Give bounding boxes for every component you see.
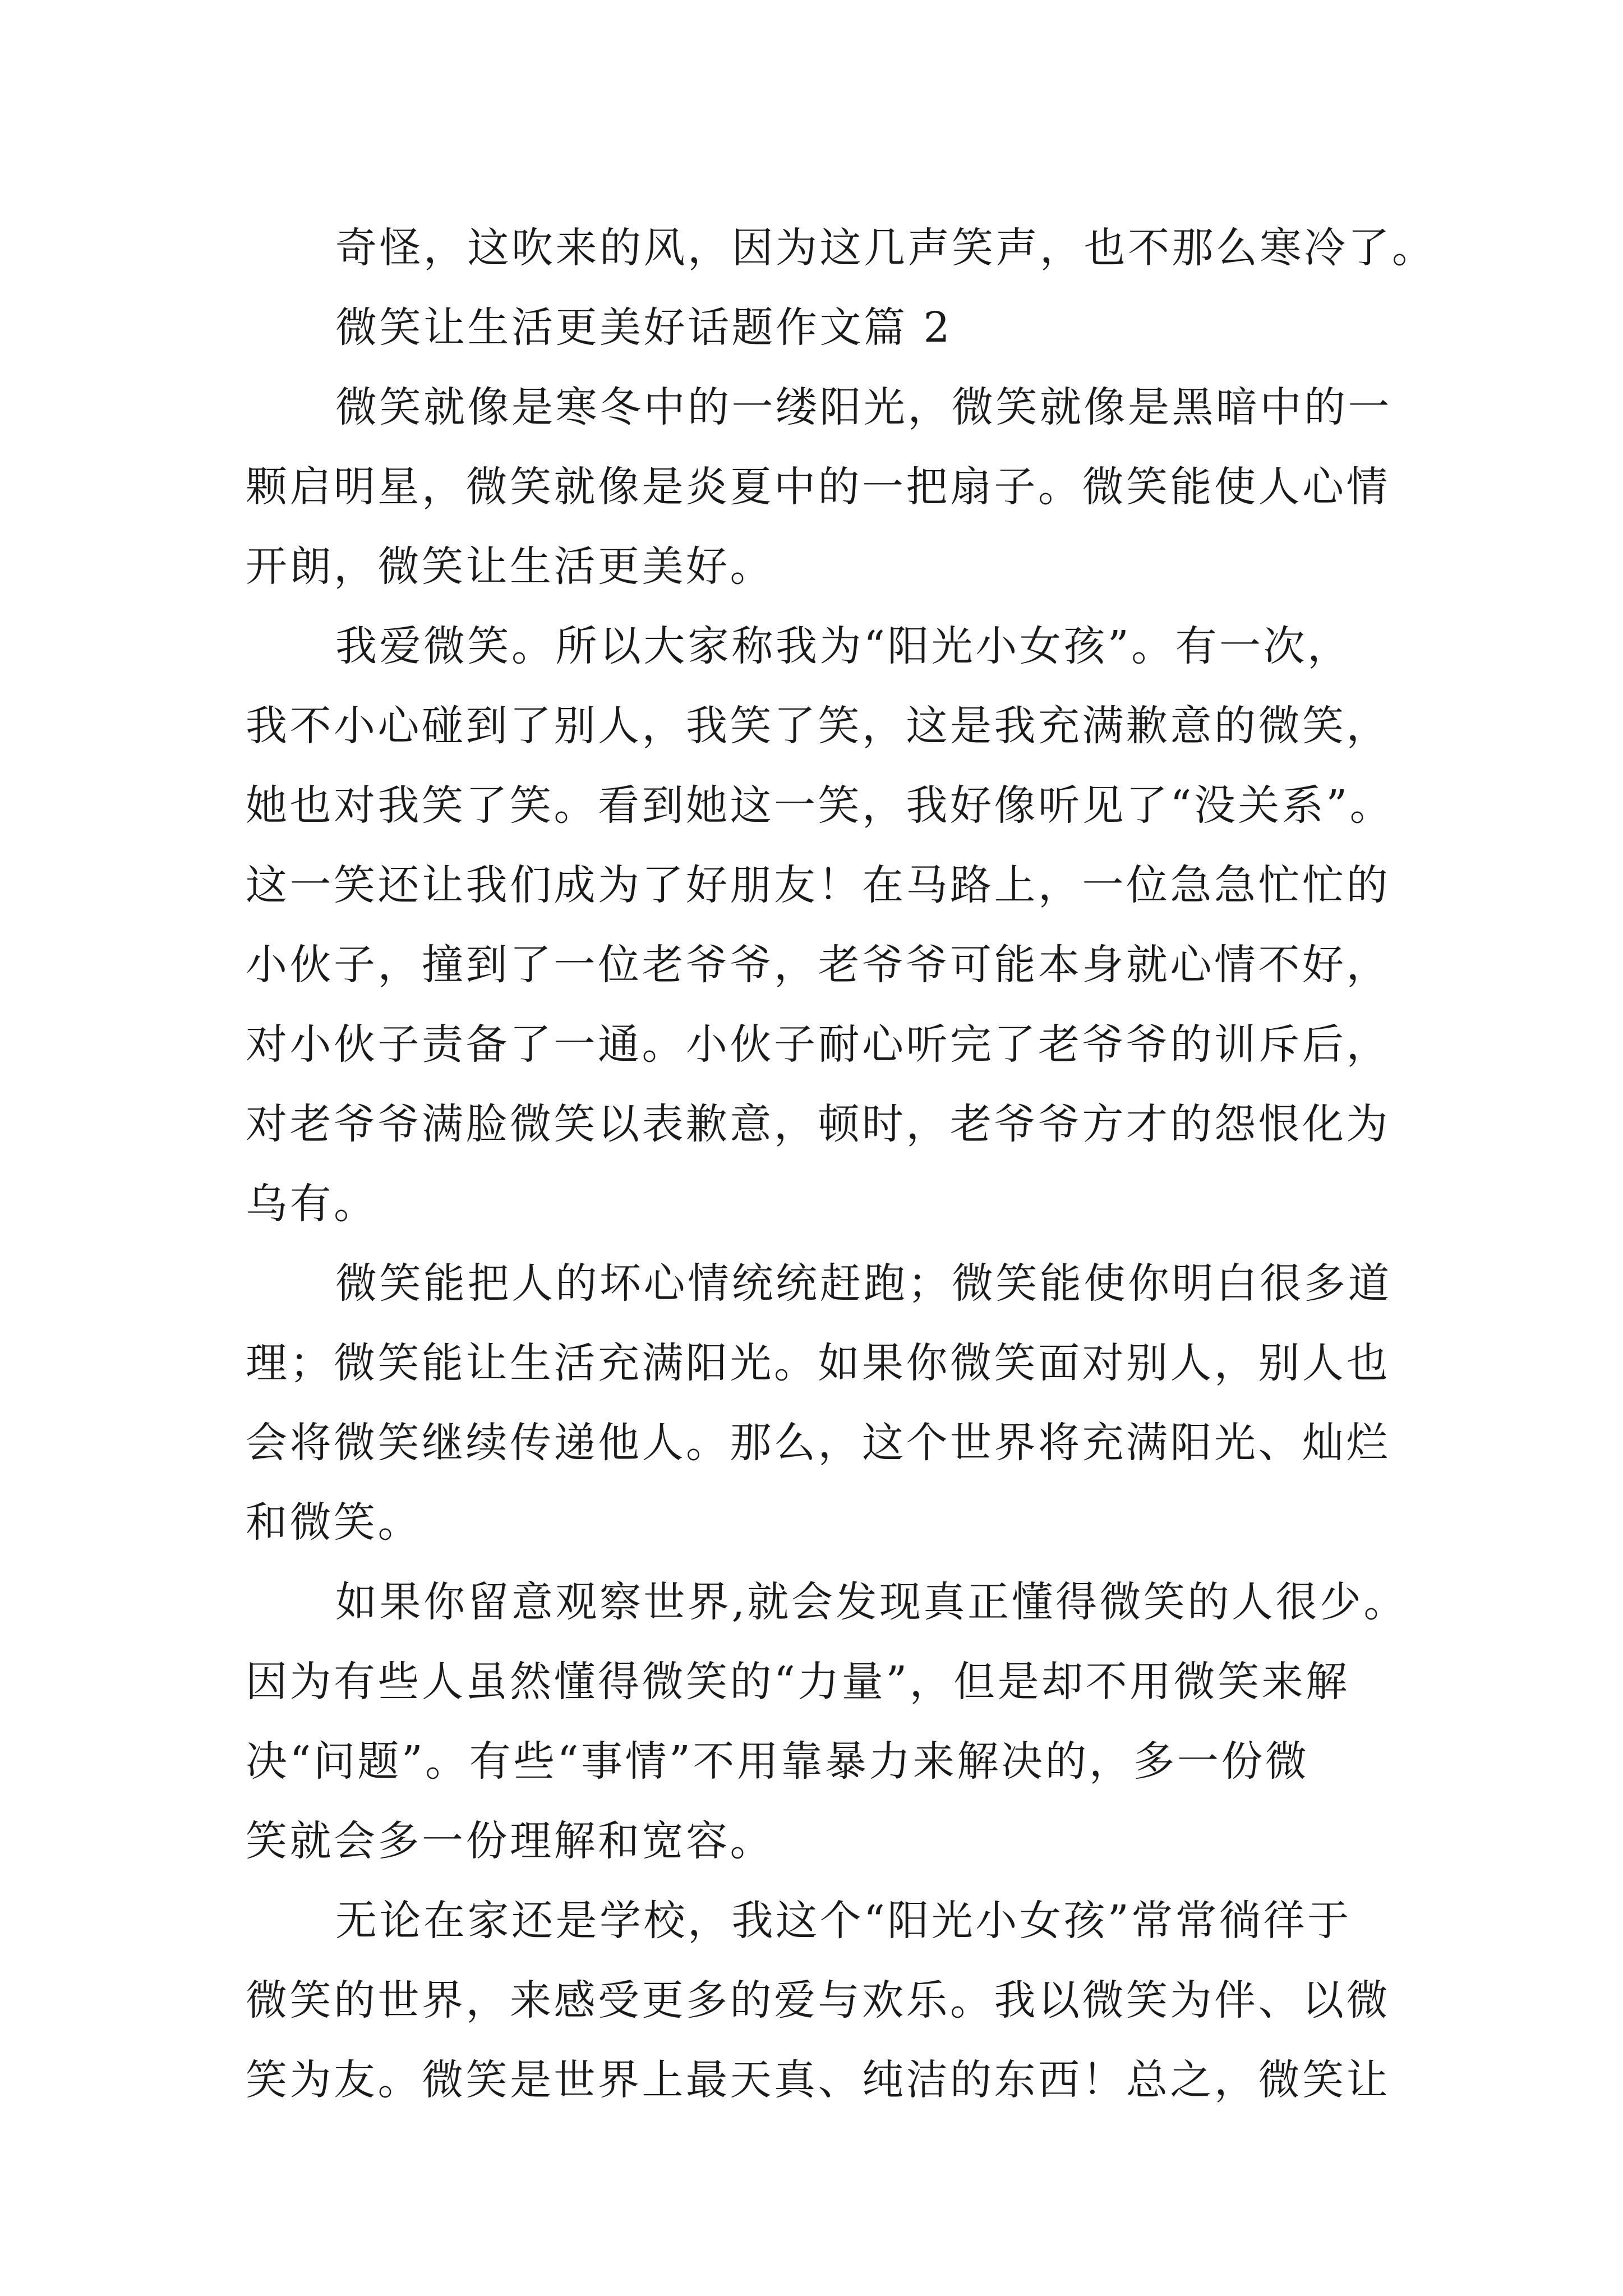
- text-line: 开朗，微笑让生活更美好。: [246, 542, 774, 591]
- text-line: 这一笑还让我们成为了好朋友！在马路上，一位急急忙忙的: [246, 861, 1390, 909]
- text-line: 她也对我笑了笑。看到她这一笑，我好像听见了“没关系”。: [246, 781, 1394, 830]
- text-line: 奇怪，这吹来的风，因为这几声笑声，也不那么寒冷了。: [335, 224, 1436, 272]
- text-line: 对老爷爷满脸微笑以表歉意，顿时，老爷爷方才的怨恨化为: [246, 1100, 1390, 1148]
- text-line: 如果你留意观察世界,就会发现真正懂得微笑的人很少。: [335, 1578, 1408, 1626]
- text-line: 微笑就像是寒冬中的一缕阳光，微笑就像是黑暗中的一: [335, 383, 1392, 431]
- article-title: 微笑让生活更美好话题作文篇 2: [335, 303, 953, 352]
- text-line: 微笑的世界，来感受更多的爱与欢乐。我以微笑为伴、以微: [246, 1976, 1390, 2024]
- text-line: 笑就会多一份理解和宽容。: [246, 1817, 774, 1865]
- text-line: 我爱微笑。所以大家称我为“阳光小女孩”。有一次，: [335, 622, 1352, 670]
- text-line: 和微笑。: [246, 1498, 422, 1547]
- text-line: 决“问题”。有些“事情”不用靠暴力来解决的，多一份微: [246, 1737, 1310, 1786]
- text-line: 我不小心碰到了别人，我笑了笑，这是我充满歉意的微笑，: [246, 702, 1390, 750]
- text-line: 会将微笑继续传递他人。那么，这个世界将充满阳光、灿烂: [246, 1419, 1390, 1467]
- text-line: 小伙子，撞到了一位老爷爷，老爷爷可能本身就心情不好，: [246, 941, 1390, 989]
- text-line: 因为有些人虽然懂得微笑的“力量”，但是却不用微笑来解: [246, 1658, 1350, 1706]
- text-line: 颗启明星，微笑就像是炎夏中的一把扇子。微笑能使人心情: [246, 463, 1390, 511]
- text-line: 对小伙子责备了一通。小伙子耐心听完了老爷爷的训斥后，: [246, 1020, 1390, 1069]
- text-line: 理；微笑能让生活充满阳光。如果你微笑面对别人，别人也: [246, 1339, 1390, 1387]
- text-line: 乌有。: [246, 1180, 378, 1228]
- text-line: 笑为友。微笑是世界上最天真、纯洁的东西！总之，微笑让: [246, 2056, 1390, 2104]
- text-line: 无论在家还是学校，我这个“阳光小女孩”常常徜徉于: [335, 1897, 1352, 1945]
- text-line: 微笑能把人的坏心情统统赶跑；微笑能使你明白很多道: [335, 1259, 1392, 1308]
